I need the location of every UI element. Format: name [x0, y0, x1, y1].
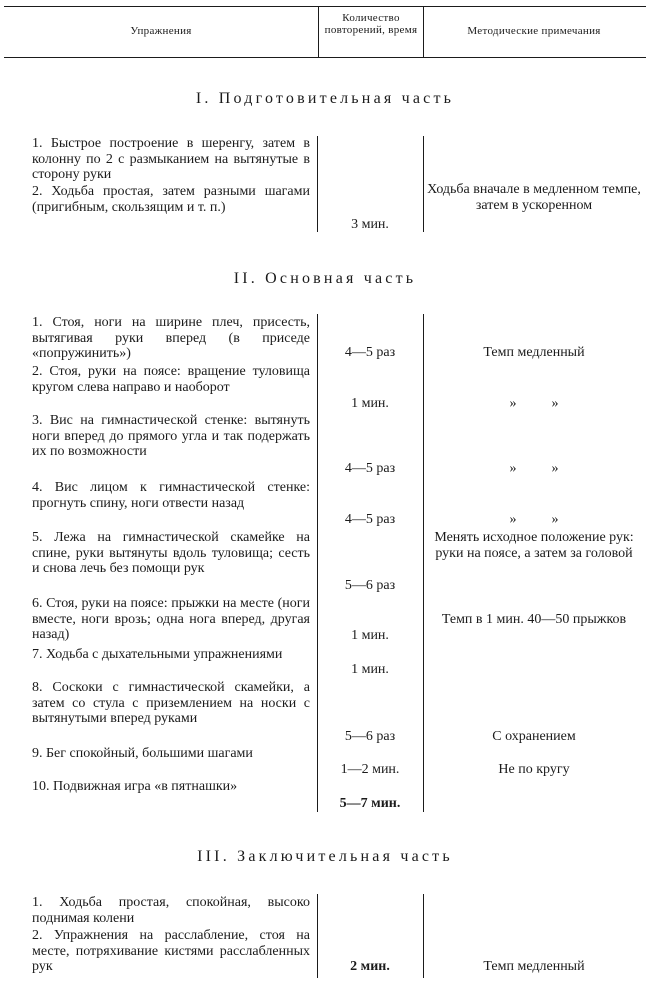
quantity-p2-9: 1—2 мин.	[340, 762, 400, 777]
section-title-preparatory: I. Подготовительная часть	[195, 90, 455, 107]
note-p2-5: Менять исходное положение рук: руки на поясе, а затем за головой	[434, 530, 634, 561]
header-divider-2	[423, 6, 424, 58]
exercise-p2-4: 4. Вис лицом к гимнастической стенке: прогнуть спину, ноги отвести назад	[32, 480, 310, 511]
section-title-main: II. Основная часть	[233, 270, 417, 287]
note-p2-8: С охранением	[492, 729, 576, 744]
section2-divider-2	[423, 314, 424, 812]
exercise-p2-5: 5. Лежа на гимнастической скамейке на спине, руки вытянуты вдоль туловища; сесть и снова лечь без помощи рук	[32, 530, 310, 576]
exercise-p3-2: 2. Упражнения на расслабление, стоя на месте, потряхивание кистями расслабленных рук	[32, 928, 310, 974]
note-p2-9: Не по кругу	[498, 762, 570, 777]
column-header-exercises: Упражнения	[130, 25, 192, 37]
exercise-p1-1: 1. Быстрое построение в шеренгу, затем в колонну по 2 с размыканием на вытянутые в сторону руки	[32, 136, 310, 182]
note-p2-3: » »	[509, 461, 559, 476]
header-bottom-rule	[4, 57, 646, 58]
section3-divider-1	[317, 894, 318, 978]
note-p3-2: Темп медленный	[483, 959, 585, 974]
note-p2-6: Темп в 1 мин. 40—50 прыжков	[441, 612, 627, 627]
section1-divider-1	[317, 136, 318, 232]
quantity-p2-4: 4—5 раз	[344, 512, 396, 527]
exercise-p2-6: 6. Стоя, руки на поясе: прыжки на месте (ноги вместе, ноги врозь; одна нога вперед, другая назад)	[32, 596, 310, 642]
quantity-p2-3: 4—5 раз	[344, 461, 396, 476]
section1-divider-2	[423, 136, 424, 232]
exercise-p2-10: 10. Подвижная игра «в пятнашки»	[32, 779, 238, 794]
section2-divider-1	[317, 314, 318, 812]
quantity-p3-2: 2 мин.	[350, 959, 390, 974]
exercise-p2-7: 7. Ходьба с дыхательными упражнениями	[32, 647, 283, 662]
header-top-rule	[4, 6, 646, 7]
header-divider-1	[318, 6, 319, 58]
quantity-p2-1: 4—5 раз	[344, 345, 396, 360]
quantity-p2-2: 1 мин.	[351, 396, 389, 411]
exercise-p2-2: 2. Стоя, руки на поясе: вращение туловища кругом слева направо и наоборот	[32, 364, 310, 395]
note-p2-1: Темп медленный	[483, 345, 585, 360]
quantity-p2-6: 1 мин.	[351, 628, 389, 643]
column-header-notes: Методические примечания	[467, 25, 601, 37]
quantity-p1-2: 3 мин.	[351, 217, 389, 232]
exercise-p2-1: 1. Стоя, ноги на ширине плеч, присесть, вытягивая руки вперед (в приседе «попружинить»)	[32, 315, 310, 361]
quantity-p2-8: 5—6 раз	[344, 729, 396, 744]
exercise-p2-8: 8. Соскоки с гимнастической скамейки, а затем со стула с приземлением на носки с вытянутыми вперед руками	[32, 680, 310, 726]
note-p1-2: Ходьба вначале в медленном темпе, затем в ускоренном	[427, 182, 641, 213]
quantity-p2-7: 1 мин.	[351, 662, 389, 677]
note-p2-4: » »	[509, 512, 559, 527]
exercise-p2-3: 3. Вис на гимнастической стенке: вытянуть ноги вперед до прямого угла и так подержать их по возможности	[32, 413, 310, 459]
section3-divider-2	[423, 894, 424, 978]
exercise-p3-1: 1. Ходьба простая, спокойная, высоко поднимая колени	[32, 895, 310, 926]
column-header-quantity: Количество повторений, время	[324, 12, 418, 36]
exercise-p1-2: 2. Ходьба простая, затем разными шагами (пригибным, скользящим и т. п.)	[32, 184, 310, 215]
section-title-final: III. Заключительная часть	[197, 848, 453, 865]
note-p2-2: » »	[509, 396, 559, 411]
quantity-p2-10: 5—7 мин.	[339, 796, 401, 811]
exercise-p2-9: 9. Бег спокойный, большими шагами	[32, 746, 253, 761]
quantity-p2-5: 5—6 раз	[344, 578, 396, 593]
